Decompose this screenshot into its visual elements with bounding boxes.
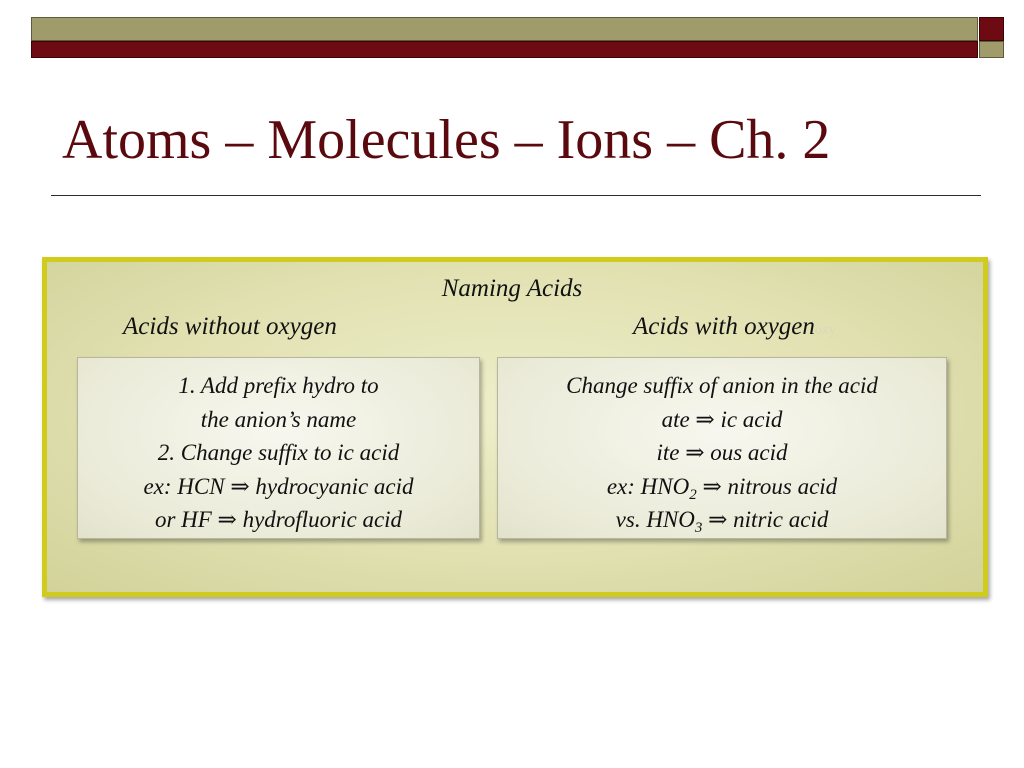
header-square-maroon — [979, 17, 1004, 41]
formula-subscript: 2 — [689, 486, 697, 503]
example-line: or HF ⇒ hydrofluoric acid — [154, 507, 403, 532]
rules-box-without-oxygen — [77, 357, 480, 539]
heading-faint-text: oxy — [814, 323, 836, 338]
header-bar-maroon — [31, 41, 978, 58]
formula-subscript: 3 — [694, 520, 703, 536]
title-divider — [51, 195, 981, 196]
example-result: ⇒ nitric acid — [702, 507, 829, 532]
example-line — [498, 470, 946, 504]
formula-text: vs. HNO — [615, 507, 695, 532]
heading-acids-without-oxygen: Acids without oxygen — [123, 313, 337, 340]
formula-text: ex: HNO — [606, 473, 690, 499]
example-line: ex: HCN ⇒ hydrocyanic acid — [143, 473, 414, 499]
rule-line: Change suffix of anion in the acid — [566, 373, 878, 398]
rule-line: ite ⇒ ous acid — [656, 440, 788, 465]
heading-acids-with-oxygen-text: Acids with oxygen — [633, 313, 815, 340]
rules-box-with-oxygen — [497, 357, 947, 539]
rule-line: the anion’s name — [200, 406, 357, 432]
rule-line: 2. Change suffix to ic acid — [157, 440, 400, 465]
header-bar-olive — [31, 17, 978, 41]
example-line — [498, 503, 946, 537]
slide-title: Atoms – Molecules – Ions – Ch. 2 — [62, 109, 831, 171]
rule-line: 1. Add prefix hydro to — [178, 373, 379, 398]
heading-acids-with-oxygen — [633, 313, 836, 341]
panel-title: Naming Acids — [441, 275, 583, 302]
example-result: ⇒ nitrous acid — [696, 473, 838, 499]
header-square-olive — [979, 41, 1004, 58]
rule-line: ate ⇒ ic acid — [661, 406, 783, 432]
